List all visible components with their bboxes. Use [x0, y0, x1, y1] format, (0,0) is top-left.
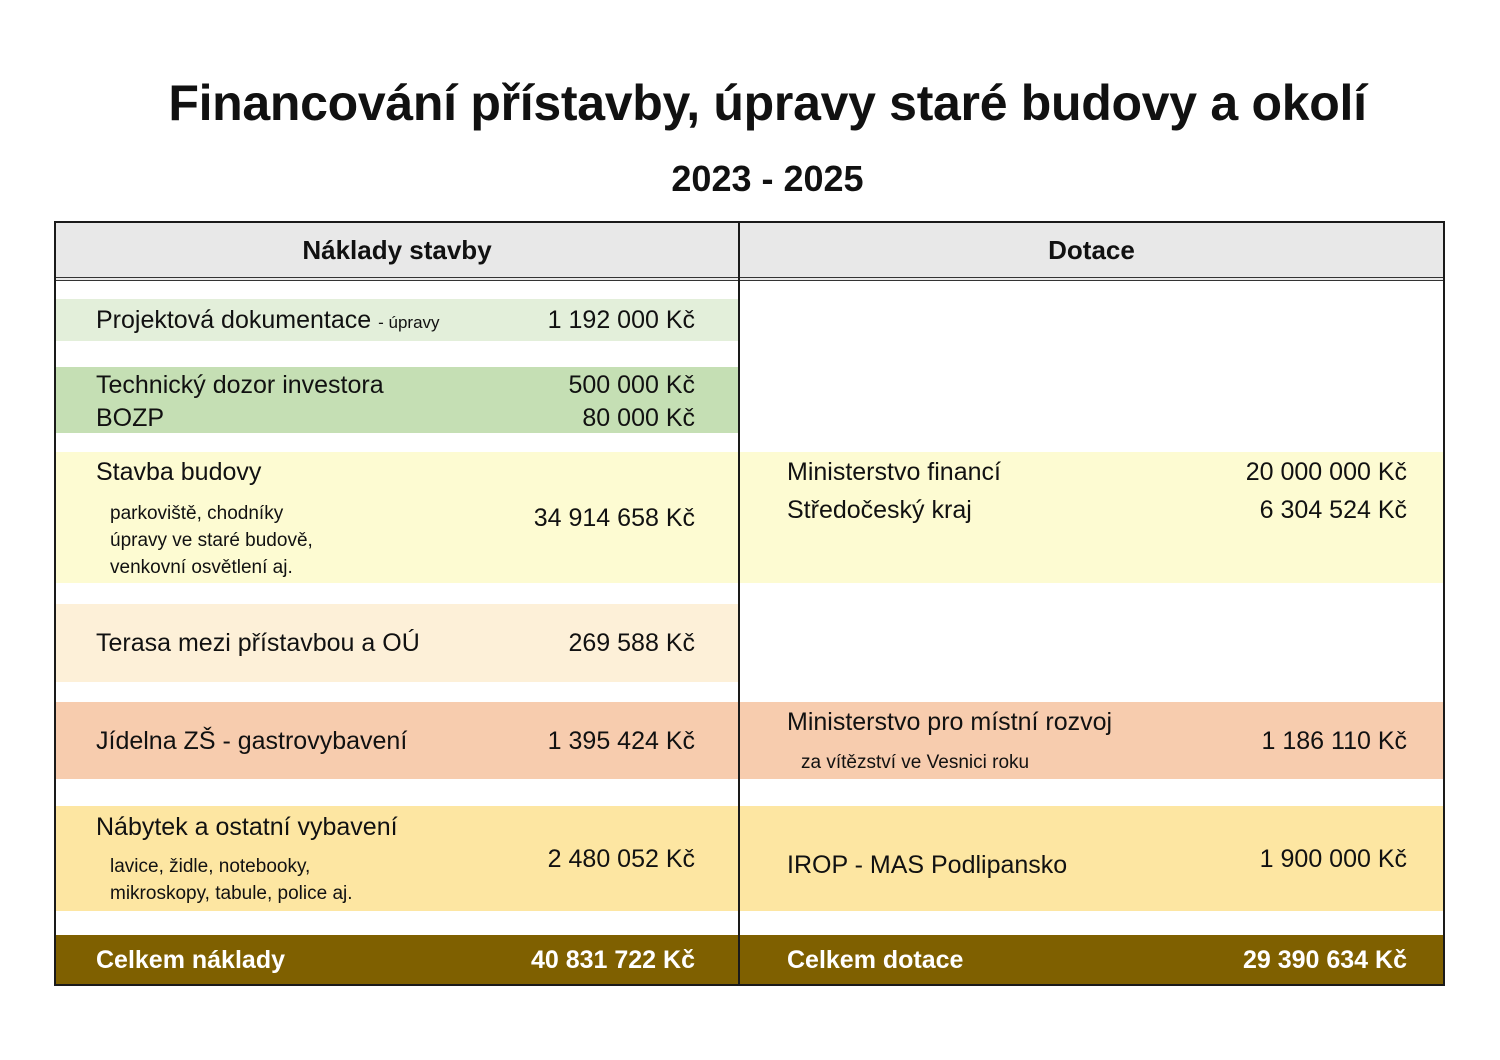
stavba-amount: 34 914 658 Kč [533, 504, 695, 532]
financing-table [54, 221, 1445, 986]
total-grants-label: Celkem dotace [787, 946, 964, 974]
stavba-label: Stavba budovy [96, 458, 262, 486]
dozor-label: Technický dozor investora [96, 371, 384, 399]
column-divider [738, 223, 740, 984]
nabytek-detail-1: lavice, židle, notebooky, [110, 856, 311, 877]
page-subtitle: 2023 - 2025 [671, 158, 864, 199]
nabytek-label: Nábytek a ostatní vybavení [96, 813, 398, 841]
dozor-amount: 500 000 Kč [568, 371, 695, 399]
stavba-detail-2: úpravy ve staré budově, [110, 530, 313, 551]
terasa-label: Terasa mezi přístavbou a OÚ [96, 629, 420, 657]
irop-label: IROP - MAS Podlipansko [787, 851, 1068, 879]
stavba-detail-1: parkoviště, chodníky [110, 503, 284, 524]
mmr-label: Ministerstvo pro místní rozvoj [787, 708, 1113, 736]
total-costs-amount: 40 831 722 Kč [530, 946, 695, 974]
stavba-detail-3: venkovní osvětlení aj. [110, 557, 293, 578]
jidelna-amount: 1 395 424 Kč [547, 727, 695, 755]
nabytek-detail-2: mikroskopy, tabule, police aj. [110, 883, 353, 904]
total-costs-label: Celkem náklady [96, 946, 285, 974]
kraj-label: Středočeský kraj [787, 496, 972, 524]
mf-label: Ministerstvo financí [787, 458, 1001, 486]
projekt-label-text: Projektová dokumentace [96, 306, 372, 334]
bozp-label: BOZP [96, 404, 165, 432]
grants-header: Dotace [740, 223, 1443, 281]
page-title: Financování přístavby, úpravy staré budovy a okolí [168, 75, 1367, 131]
irop-amount: 1 900 000 Kč [1259, 845, 1407, 873]
mf-amount: 20 000 000 Kč [1245, 458, 1407, 486]
total-grants-amount: 29 390 634 Kč [1242, 946, 1407, 974]
projekt-note: - úpravy [378, 313, 440, 332]
mmr-amount: 1 186 110 Kč [1261, 727, 1407, 755]
projekt-label [96, 306, 440, 335]
terasa-amount: 269 588 Kč [568, 629, 695, 657]
mmr-note: za vítězství ve Vesnici roku [801, 752, 1030, 773]
jidelna-label: Jídelna ZŠ - gastrovybavení [96, 727, 408, 755]
kraj-amount: 6 304 524 Kč [1259, 496, 1407, 524]
bozp-amount: 80 000 Kč [582, 404, 695, 432]
costs-header: Náklady stavby [56, 223, 738, 281]
projekt-amount: 1 192 000 Kč [547, 306, 695, 334]
nabytek-amount: 2 480 052 Kč [547, 845, 695, 873]
